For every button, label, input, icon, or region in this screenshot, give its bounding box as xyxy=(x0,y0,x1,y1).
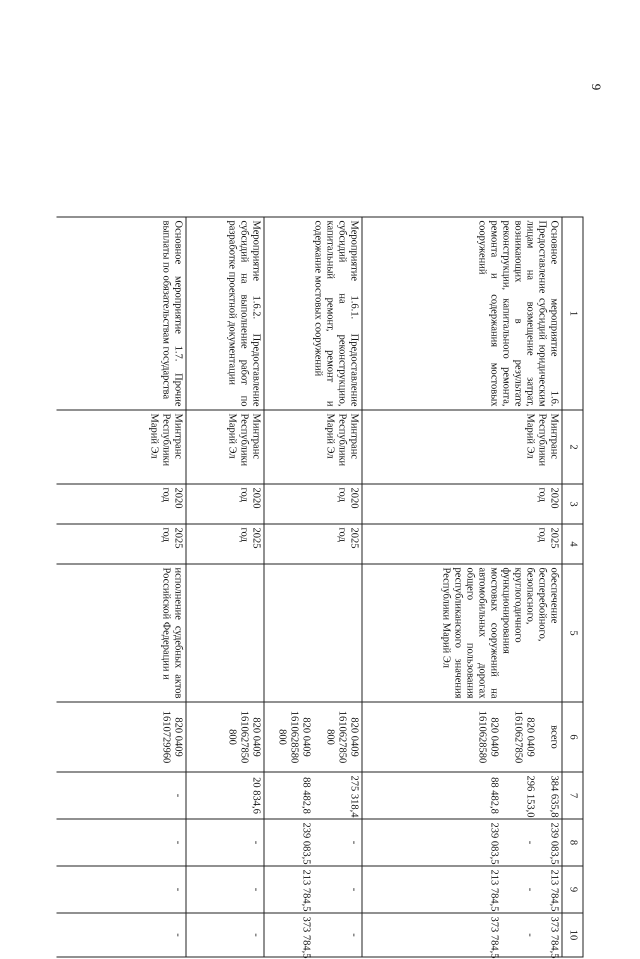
table-row xyxy=(57,217,187,957)
amount-value: 239 083,5 xyxy=(548,822,560,865)
amount-cell-2020: - xyxy=(57,772,187,819)
amount-value: 88 482,8 xyxy=(300,777,312,814)
budget-code-line: всего xyxy=(548,725,560,749)
column-header: 10 xyxy=(562,913,583,957)
amount-value: - xyxy=(348,887,360,892)
expected-result-cell: исполнение судебных актов Российской Федерации и xyxy=(57,564,187,702)
budget-code-cell xyxy=(264,702,362,772)
amount-cell-2022: - xyxy=(57,866,187,913)
column-header: 2 xyxy=(562,410,583,484)
amount-value: - xyxy=(524,933,536,937)
executor-cell: Минтранс Республики Марий Эл xyxy=(264,410,362,484)
column-header: 6 xyxy=(562,702,583,772)
amount-value: 239 083,5 xyxy=(488,822,500,865)
amount-value: 213 784,5 xyxy=(300,869,312,912)
amount-cell-2021 xyxy=(362,819,562,866)
budget-code-line: 800 xyxy=(276,729,288,745)
budget-code-line: 800 xyxy=(226,729,238,745)
budget-code-line: 820 0409 xyxy=(348,717,360,757)
executor-cell: Минтранс Республики Марий Эл xyxy=(186,410,264,484)
start-year-cell: 2020 год xyxy=(264,484,362,524)
amount-cell-2021: - xyxy=(186,819,264,866)
end-year-cell: 2025 год xyxy=(57,524,187,564)
amount-cell-2022: - xyxy=(186,866,264,913)
start-year-cell: 2020 год xyxy=(186,484,264,524)
amount-value: 239 083,5 xyxy=(300,822,312,865)
expected-result-cell: обеспечение бесперебойного, безопасного, круглогодичного функционирования мостовых сооружений на автомобильных дорогах общего пользования республиканского значения Республики Марий Эл xyxy=(362,564,562,702)
amount-value: 384 635,8 xyxy=(548,775,560,818)
budget-code-line: 1610628580 xyxy=(288,710,300,764)
amount-cell-2023: - xyxy=(57,913,187,957)
table-row xyxy=(362,217,562,957)
budget-code-cell xyxy=(186,702,264,772)
budget-code-line: 820 0409 xyxy=(172,717,184,757)
end-year-cell: 2025 год xyxy=(186,524,264,564)
amount-value: 275 318,4 xyxy=(348,775,360,818)
amount-cell-2022 xyxy=(264,866,362,913)
budget-code-line: 1610729960 xyxy=(160,710,172,764)
table-row xyxy=(264,217,362,957)
amount-cell-2023 xyxy=(264,913,362,957)
measure-name-cell: Основное мероприятие 1.7. Прочие выплаты по обязательствам государства xyxy=(57,217,187,410)
budget-code-line: 820 0409 xyxy=(524,717,536,757)
page-number: 9 xyxy=(589,83,604,91)
budget-code-line: 800 xyxy=(324,729,336,745)
amount-cell-2022 xyxy=(362,866,562,913)
amount-value: - xyxy=(524,887,536,892)
amount-value: - xyxy=(524,840,536,845)
amount-cell-2021 xyxy=(264,819,362,866)
executor-cell: Минтранс Республики Марий Эл xyxy=(362,410,562,484)
budget-code-line: 1610627850 xyxy=(238,710,250,764)
amount-value: 213 784,5 xyxy=(548,869,560,912)
start-year-cell: 2020 год xyxy=(362,484,562,524)
measure-name-cell: Мероприятие 1.6.1. Предоставление субсидий на реконструкцию, капитальный ремонт, ремонт и содержание мостовых сооружений xyxy=(264,217,362,410)
amount-cell-2021: - xyxy=(57,819,187,866)
amount-value: - xyxy=(348,840,360,845)
budget-code-line: 820 0409 xyxy=(250,717,262,757)
amount-cell-2020 xyxy=(362,772,562,819)
amount-cell-2023: - xyxy=(186,913,264,957)
table-row xyxy=(186,217,264,957)
amount-cell-2023 xyxy=(362,913,562,957)
budget-code-line: 1610627850 xyxy=(336,710,348,764)
program-measures-table xyxy=(57,217,584,958)
budget-code-line: 1610627850 xyxy=(512,710,524,764)
amount-value: 88 482,8 xyxy=(488,777,500,814)
executor-cell: Минтранс Республики Марий Эл xyxy=(57,410,187,484)
budget-code-line: 1610628580 xyxy=(476,710,488,764)
end-year-cell: 2025 год xyxy=(264,524,362,564)
end-year-cell: 2025 год xyxy=(362,524,562,564)
amount-value: 296 153,0 xyxy=(524,775,536,818)
expected-result-cell xyxy=(264,564,362,702)
budget-code-cell xyxy=(57,702,187,772)
column-header: 8 xyxy=(562,819,583,866)
budget-code-cell xyxy=(362,702,562,772)
start-year-cell: 2020 год xyxy=(57,484,187,524)
column-number-row xyxy=(562,217,583,957)
amount-value: 213 784,5 xyxy=(488,869,500,912)
budget-code-line: 820 0409 xyxy=(300,717,312,757)
rotated-table-wrapper xyxy=(57,217,584,957)
amount-cell-2020 xyxy=(264,772,362,819)
column-header: 5 xyxy=(562,564,583,702)
amount-cell-2020: 20 834,6 xyxy=(186,772,264,819)
amount-value: 373 784,5 xyxy=(548,916,560,959)
column-header: 3 xyxy=(562,484,583,524)
amount-value: 373 784,5 xyxy=(300,916,312,959)
expected-result-cell xyxy=(186,564,264,702)
budget-code-line: 820 0409 xyxy=(488,717,500,757)
column-header: 9 xyxy=(562,866,583,913)
amount-value: 373 784,5 xyxy=(488,916,500,959)
measure-name-cell: Основное мероприятие 1.6. Предоставление субсидий юридическим лицам на возмещение затрат, возникающих в результате реконструкции, капитального ремонта, ремонта и содержания мостовых сооружений xyxy=(362,217,562,410)
amount-value: - xyxy=(348,933,360,937)
column-header: 7 xyxy=(562,772,583,819)
column-header: 4 xyxy=(562,524,583,564)
column-header: 1 xyxy=(562,217,583,410)
measure-name-cell: Мероприятие 1.6.2. Предоставление субсидий на выполнение работ по разработке проектной документации xyxy=(186,217,264,410)
